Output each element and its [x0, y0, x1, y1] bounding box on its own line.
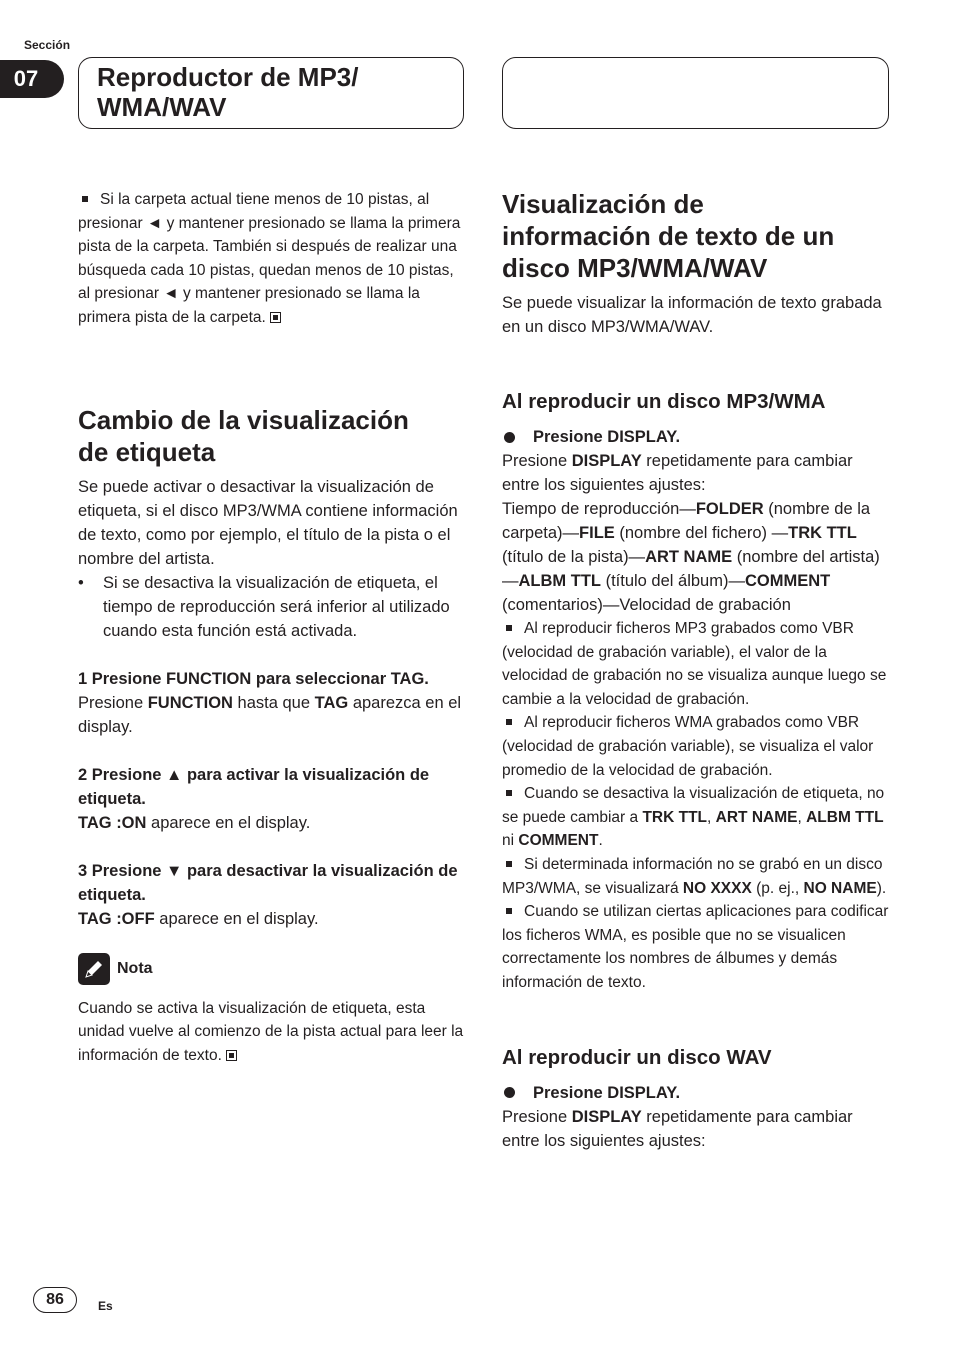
step1-text: Presione FUNCTION hasta que TAG aparezca en el display. — [78, 693, 462, 736]
intro-note-text: Si la carpeta actual tiene menos de 10 pistas, al presionar ◄ y mantener presionado se llama la primera pista de la carpeta. También si después de realizar una búsqueda cada 10 pistas, quedan menos de 10 pistas, al presionar ◄ y mantener presionado se llama la primera pista de la carpeta. — [78, 191, 461, 326]
bullet-dot-icon: • — [78, 573, 84, 592]
pencil-note-icon — [78, 953, 110, 985]
subheading-mp3-wma: Al reproducir un disco MP3/WMA — [502, 390, 826, 413]
nota-header — [78, 953, 466, 985]
wav-display-text: Presione DISPLAY repetidamente para cambiar entre los siguientes ajustes: — [502, 1107, 853, 1150]
square-bullet-icon — [506, 908, 512, 914]
section-heading-text-info — [502, 188, 890, 284]
heading-line2: información de texto de un — [502, 221, 835, 251]
page-number: 86 — [33, 1287, 77, 1313]
step2-title: 2 Presione ▲ para activar la visualización de etiqueta. — [78, 765, 430, 808]
intro-note — [78, 188, 466, 330]
mp3-step: Presione DISPLAY. — [502, 425, 890, 449]
text-info-paragraph: Se puede visualizar la información de texto grabada en un disco MP3/WMA/WAV. — [502, 294, 882, 336]
chapter-title-box — [78, 57, 464, 129]
chapter-title — [97, 62, 358, 122]
mp3-display-text: Presione DISPLAY repetidamente para cambiar entre los siguientes ajustes: — [502, 452, 853, 494]
note-mp3-vbr: Al reproducir ficheros MP3 grabados como VBR (velocidad de grabación variable), el valor de la velocidad de grabación no se visualiza aunque luego se cambie a la velocidad de grabación. — [502, 620, 887, 708]
square-bullet-icon — [506, 861, 512, 867]
square-bullet-icon — [506, 790, 512, 796]
tag-bullet — [78, 571, 466, 643]
square-bullet-icon — [506, 625, 512, 631]
square-bullet-icon — [82, 196, 88, 202]
heading-line1: Visualización de — [502, 189, 704, 219]
bullet-dot-icon — [504, 432, 515, 443]
step1-title: 1 Presione FUNCTION para seleccionar TAG. — [78, 669, 429, 688]
nota-label: Nota — [117, 959, 153, 977]
section-number-tab: 07 — [0, 60, 64, 98]
section-label: Sección — [24, 38, 71, 52]
step2-text: TAG :ON aparece en el display. — [78, 813, 311, 832]
note-wma-vbr: Al reproducir ficheros WMA grabados como VBR (velocidad de grabación variable), se visualiza el valor promedio de la velocidad de grabación. — [502, 714, 874, 779]
left-column — [78, 188, 466, 1067]
heading-line1: Cambio de la visualización — [78, 404, 409, 435]
right-column — [502, 188, 890, 1153]
note-no-info: Si determinada información no se grabó en un disco MP3/WMA, se visualizará NO XXXX (p. ej., NO NAME). — [502, 855, 887, 897]
heading-line2: de etiqueta — [78, 436, 216, 467]
tag-bullet-text: Si se desactiva la visualización de etiqueta, el tiempo de reproducción será inferior al utilizado cuando esta función está activada. — [103, 573, 450, 640]
nota-text: Cuando se activa la visualización de etiqueta, esta unidad vuelve al comienzo de la pista actual para leer la información de texto. — [78, 999, 464, 1064]
end-mark-icon — [270, 312, 281, 323]
heading-line3: disco MP3/WMA/WAV — [502, 253, 768, 283]
note-tag-off: Cuando se desactiva la visualización de etiqueta, no se puede cambiar a TRK TTL, ART NAME, ALBM TTL ni COMMENT. — [502, 785, 885, 850]
note-wma-apps: Cuando se utilizan ciertas aplicaciones para codificar los ficheros WMA, es posible que no se visualicen correctamente los nombres de álbumes y demás información de texto. — [502, 903, 889, 991]
mp3-sequence: Tiempo de reproducción—FOLDER (nombre de la carpeta)—FILE (nombre del fichero) —TRK TTL (título de la pista)—ART NAME (nombre del artista)—ALBM TTL (título del álbum)—COMMENT (comentarios)—Velocidad de grabación — [502, 500, 880, 614]
step3-text: TAG :OFF aparece en el display. — [78, 909, 319, 928]
step3-title: 3 Presione ▼ para desactivar la visualización de etiqueta. — [78, 861, 458, 904]
language-label: Es — [98, 1299, 113, 1313]
tag-paragraph: Se puede activar o desactivar la visualización de etiqueta, si el disco MP3/WMA contiene información de texto, como por ejemplo, el título de la pista o el nombre del artista. — [78, 477, 458, 568]
square-bullet-icon — [506, 719, 512, 725]
section-heading-tag — [78, 404, 466, 468]
chapter-title-line1: Reproductor de MP3/ — [97, 62, 359, 92]
bullet-dot-icon — [504, 1087, 515, 1098]
wav-step: Presione DISPLAY. — [502, 1081, 890, 1105]
end-mark-icon — [226, 1050, 237, 1061]
empty-header-box — [502, 57, 889, 129]
subheading-wav: Al reproducir un disco WAV — [502, 1045, 772, 1069]
chapter-title-line2: WMA/WAV — [97, 92, 227, 122]
